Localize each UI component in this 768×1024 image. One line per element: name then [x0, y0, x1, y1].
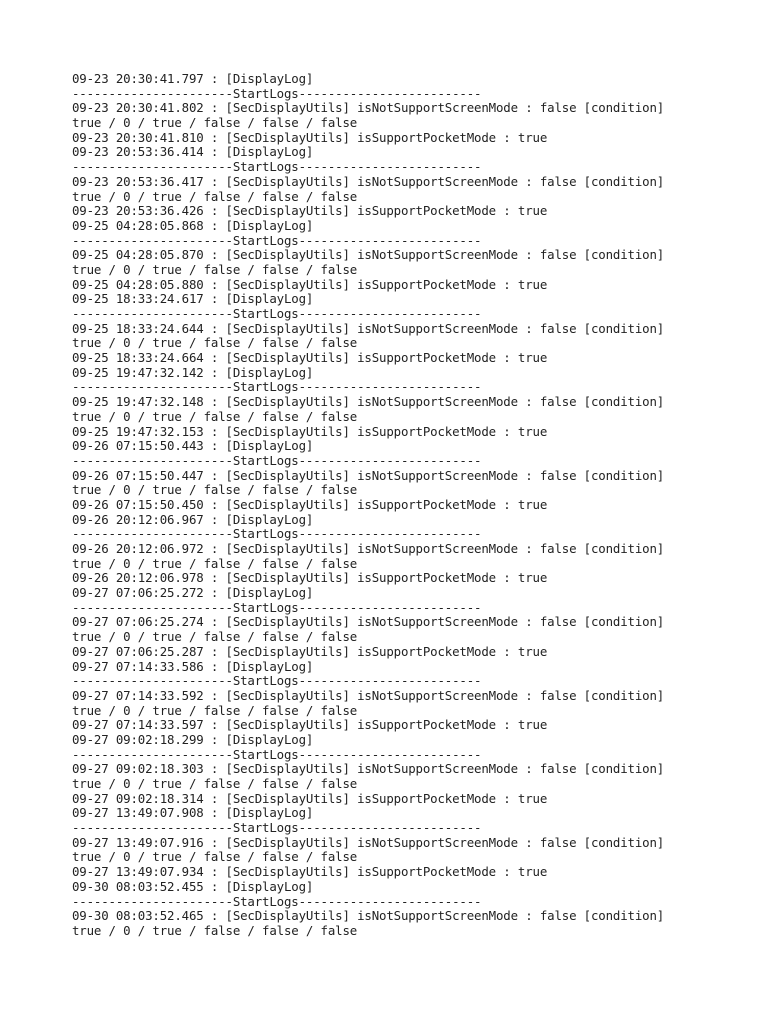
log-line: 09-23 20:30:41.810 : [SecDisplayUtils] isSupportPocketMode : true	[72, 129, 548, 145]
log-line: 09-25 19:47:32.142 : [DisplayLog]	[72, 364, 314, 380]
log-line: true / 0 / true / false / false / false	[72, 776, 358, 791]
log-line: ----------------------StartLogs-------------------------	[72, 159, 482, 175]
log-line: ----------------------StartLogs-------------------------	[72, 820, 482, 836]
log-line: ----------------------StartLogs-------------------------	[72, 673, 482, 689]
log-line: 09-27 09:02:18.299 : [DisplayLog]	[72, 731, 314, 747]
log-line: true / 0 / true / false / false / false	[72, 482, 358, 498]
log-line: ----------------------StartLogs-------------------------	[72, 379, 482, 395]
log-line: 09-23 20:53:36.426 : [SecDisplayUtils] isSupportPocketMode : true	[72, 203, 548, 219]
log-line: 09-25 04:28:05.868 : [DisplayLog]	[72, 217, 314, 233]
log-line: true / 0 / true / false / false / false	[72, 555, 358, 571]
log-line: 09-25 19:47:32.148 : [SecDisplayUtils] isNotSupportScreenMode : false [condition]	[72, 394, 665, 410]
log-line: true / 0 / true / false / false / false	[72, 629, 358, 645]
log-line: ----------------------StartLogs-------------------------	[72, 893, 482, 909]
log-line: 09-25 19:47:32.153 : [SecDisplayUtils] isSupportPocketMode : true	[72, 423, 548, 439]
log-line: 09-25 04:28:05.880 : [SecDisplayUtils] isSupportPocketMode : true	[72, 276, 548, 292]
log-line: 09-25 04:28:05.870 : [SecDisplayUtils] isNotSupportScreenMode : false [condition]	[72, 247, 665, 263]
log-line: ----------------------StartLogs-------------------------	[72, 526, 482, 542]
log-line: ----------------------StartLogs-------------------------	[72, 746, 482, 762]
log-line: 09-26 20:12:06.978 : [SecDisplayUtils] isSupportPocketMode : true	[72, 570, 548, 586]
log-line: 09-27 07:06:25.274 : [SecDisplayUtils] isNotSupportScreenMode : false [condition]	[72, 614, 665, 630]
log-line: 09-30 08:03:52.465 : [SecDisplayUtils] isNotSupportScreenMode : false [condition]	[72, 908, 665, 924]
log-line: 09-25 18:33:24.617 : [DisplayLog]	[72, 291, 314, 307]
log-line: 09-27 07:06:25.287 : [SecDisplayUtils] isSupportPocketMode : true	[72, 643, 548, 659]
log-line: true / 0 / true / false / false / false	[72, 115, 358, 131]
log-line: 09-27 09:02:18.303 : [SecDisplayUtils] isNotSupportScreenMode : false [condition]	[72, 761, 665, 777]
log-line: 09-23 20:53:36.417 : [SecDisplayUtils] isNotSupportScreenMode : false [condition]	[72, 173, 665, 189]
log-line: true / 0 / true / false / false / false	[72, 702, 358, 718]
log-line: 09-26 07:15:50.447 : [SecDisplayUtils] isNotSupportScreenMode : false [condition]	[72, 467, 665, 483]
log-line: ----------------------StartLogs-------------------------	[72, 599, 482, 615]
log-line: true / 0 / true / false / false / false	[72, 849, 358, 865]
log-line: 09-23 20:53:36.414 : [DisplayLog]	[72, 144, 314, 160]
log-text-block	[72, 72, 752, 939]
log-line: 09-27 07:06:25.272 : [DisplayLog]	[72, 585, 314, 601]
log-line: 09-27 13:49:07.916 : [SecDisplayUtils] isNotSupportScreenMode : false [condition]	[72, 834, 665, 850]
log-line: ----------------------StartLogs-------------------------	[72, 452, 482, 468]
log-line: 09-26 20:12:06.967 : [DisplayLog]	[72, 511, 314, 527]
log-line: 09-27 13:49:07.908 : [DisplayLog]	[72, 805, 314, 821]
log-line: 09-27 07:14:33.586 : [DisplayLog]	[72, 658, 314, 674]
log-line: true / 0 / true / false / false / false	[72, 922, 358, 938]
log-line: true / 0 / true / false / false / false	[72, 261, 358, 277]
log-line: 09-23 20:30:41.797 : [DisplayLog]	[72, 71, 314, 86]
log-line: 09-27 07:14:33.592 : [SecDisplayUtils] isNotSupportScreenMode : false [condition]	[72, 687, 665, 703]
log-line: true / 0 / true / false / false / false	[72, 188, 358, 204]
log-line: 09-26 20:12:06.972 : [SecDisplayUtils] isNotSupportScreenMode : false [condition]	[72, 541, 665, 556]
log-line: ----------------------StartLogs-------------------------	[72, 306, 482, 321]
log-line: true / 0 / true / false / false / false	[72, 335, 358, 351]
log-line: 09-25 18:33:24.644 : [SecDisplayUtils] isNotSupportScreenMode : false [condition]	[72, 320, 665, 336]
document-page	[72, 72, 752, 939]
log-line: ----------------------StartLogs-------------------------	[72, 232, 482, 248]
log-line: 09-25 18:33:24.664 : [SecDisplayUtils] isSupportPocketMode : true	[72, 350, 548, 366]
log-line: 09-27 13:49:07.934 : [SecDisplayUtils] isSupportPocketMode : true	[72, 864, 548, 880]
log-line: 09-27 07:14:33.597 : [SecDisplayUtils] isSupportPocketMode : true	[72, 717, 548, 733]
log-line: 09-26 07:15:50.443 : [DisplayLog]	[72, 438, 314, 454]
log-line: ----------------------StartLogs-------------------------	[72, 85, 482, 101]
log-line: 09-26 07:15:50.450 : [SecDisplayUtils] isSupportPocketMode : true	[72, 496, 548, 512]
log-line: 09-27 09:02:18.314 : [SecDisplayUtils] isSupportPocketMode : true	[72, 790, 548, 806]
log-line: 09-30 08:03:52.455 : [DisplayLog]	[72, 878, 314, 894]
log-line: true / 0 / true / false / false / false	[72, 408, 358, 424]
log-line: 09-23 20:30:41.802 : [SecDisplayUtils] isNotSupportScreenMode : false [condition]	[72, 100, 665, 116]
